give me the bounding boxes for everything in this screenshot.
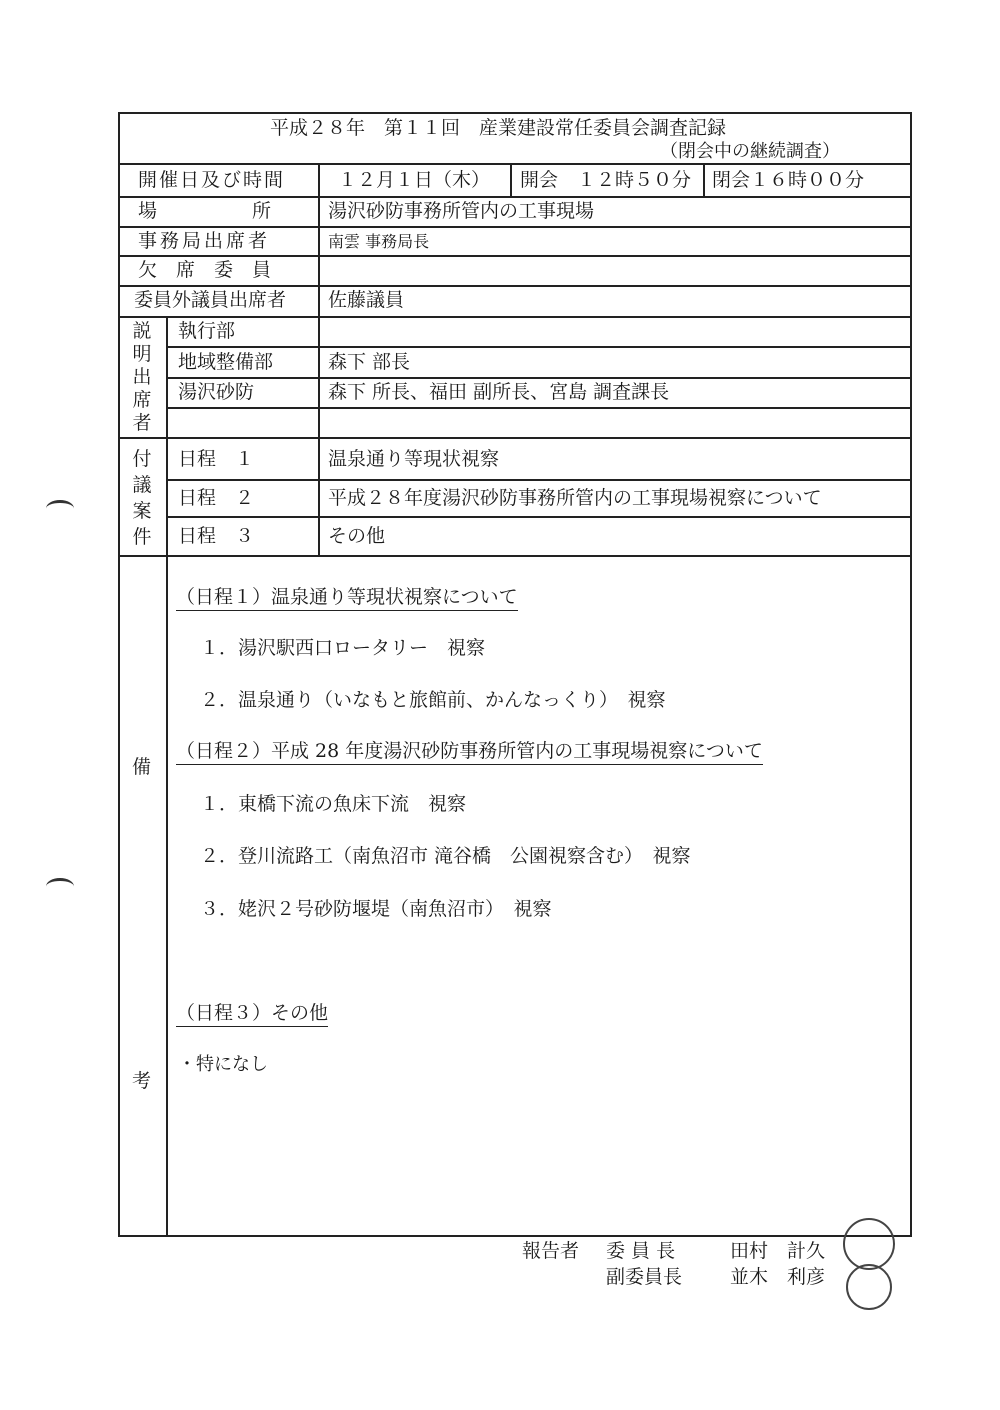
place-label: 場 所 [138,200,272,222]
table-divider [510,163,512,197]
vice-chair-seal-stamp [846,1264,892,1310]
close-time: 閉会１６時００分 [712,169,865,191]
agenda-subject: その他 [328,525,386,547]
table-border [118,1235,912,1237]
explainer-dept: 地域整備部 [178,351,274,373]
reporter-label: 報告者 [522,1240,580,1262]
chair-title: 委 員 長 [606,1240,676,1262]
table-divider [118,196,912,198]
agenda-no: 日程 ３ [178,525,255,547]
punch-hole-mark [46,500,74,517]
explainers-side-label: 説 明 出 席 者 [132,320,152,434]
explainer-names: 森下 部長 [328,351,411,373]
remarks-item: ・特になし [178,1054,268,1075]
agenda-side-label: 付 議 案 件 [132,448,152,548]
date-value: １２月１日（木） [338,169,491,191]
chair-seal-stamp [843,1218,895,1270]
table-divider [118,226,912,228]
remarks-item: ２．登川流路工（南魚沼市 滝谷橋 公園視察含む） 視察 [200,845,691,867]
agenda-no: 日程 ２ [178,487,255,509]
remarks-heading-1: （日程１）温泉通り等現状視察について [176,586,518,611]
nonmember-value: 佐藤議員 [328,289,405,311]
page-subtitle: （閉会中の継続調査） [660,141,840,162]
table-border [118,112,912,114]
date-label: 開催日及び時間 [138,169,286,191]
remarks-item: ２．温泉通り（いなもと旅館前、かんなっくり） 視察 [200,689,666,711]
explainer-dept: 執行部 [178,320,236,342]
table-divider [118,255,912,257]
nonmember-label: 委員外議員出席者 [134,289,287,311]
remarks-item: ３．姥沢２号砂防堰堤（南魚沼市） 視察 [200,898,552,920]
place-value: 湯沢砂防事務所管内の工事現場 [328,200,595,222]
table-divider [118,285,912,287]
remarks-item: １．東橋下流の魚床下流 視察 [200,793,467,815]
punch-hole-mark [46,878,74,895]
table-divider [168,516,912,518]
table-divider [703,163,705,197]
table-divider [118,316,912,318]
explainer-dept: 湯沢砂防 [178,381,255,403]
table-divider [118,163,912,165]
table-divider [168,377,912,379]
remarks-side-bottom: 考 [132,1070,152,1092]
table-divider [168,407,912,409]
table-border [118,112,120,1237]
secretariat-value: 南雲 事務局長 [328,232,430,251]
table-divider [168,346,912,348]
table-divider [318,316,320,556]
explainer-names: 森下 所長、福田 副所長、宮島 調査課長 [328,381,670,403]
remarks-side-top: 備 [132,756,152,778]
page-title: 平成２８年 第１１回 産業建設常任委員会調査記録 [270,117,727,139]
table-divider [318,163,320,317]
table-divider [118,437,912,439]
absent-label: 欠 席 委 員 [138,259,272,281]
vice-title: 副委員長 [606,1266,683,1288]
table-divider [166,316,168,1236]
table-divider [118,555,912,557]
remarks-heading-2: （日程２）平成 28 年度湯沢砂防事務所管内の工事現場視察について [176,740,763,765]
table-divider [168,479,912,481]
agenda-no: 日程 １ [178,448,255,470]
agenda-subject: 平成２８年度湯沢砂防事務所管内の工事現場視察について [328,487,822,509]
vice-name: 並木 利彦 [730,1266,826,1288]
remarks-heading-3: （日程３）その他 [176,1002,328,1027]
secretariat-label: 事務局出席者 [138,230,271,252]
agenda-subject: 温泉通り等現状視察 [328,448,500,470]
open-time: 開会 １２時５０分 [520,169,692,191]
chair-name: 田村 計久 [730,1240,826,1262]
remarks-item: １．湯沢駅西口ロータリー 視察 [200,637,486,659]
table-border [910,112,912,1237]
